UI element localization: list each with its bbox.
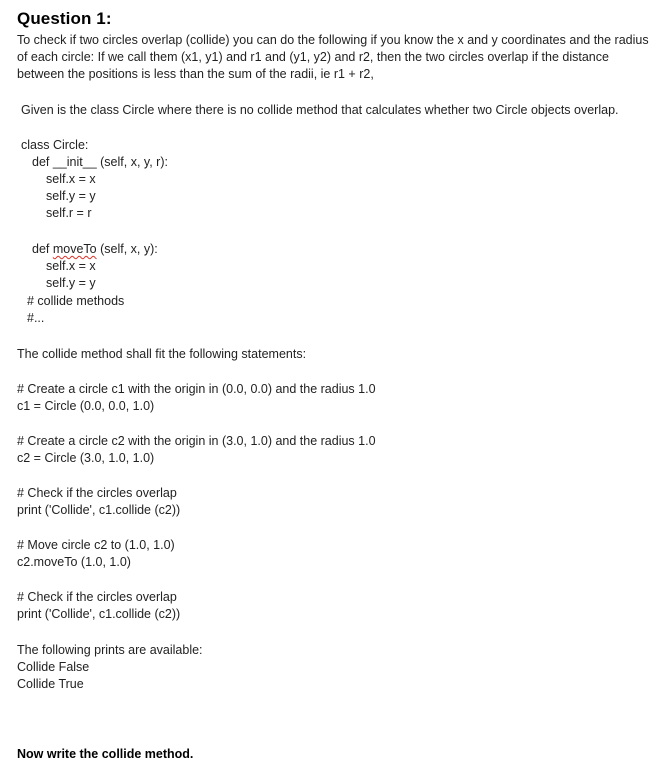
stmt-move-code: c2.moveTo (1.0, 1.0) [17, 555, 131, 569]
question-title: Question 1: [17, 9, 112, 28]
intro-text: To check if two circles overlap (collide) you can do the following if you know the x and y coordinates and the radius of each circle: If we call them (x1, y1) and r1 and (y1, y2) and r2, then the two circles overlap if the distance between the positions is less than the sum of the radii, ie r1 + r2, [17, 33, 649, 81]
closing-instruction: Now write the collide method. [17, 747, 194, 761]
code-init-y: self.y = y [46, 189, 96, 203]
code-init-def-suffix: (self, x, y, r): [96, 155, 168, 169]
code-class-line: class Circle: [21, 138, 89, 152]
code-moveto-name: moveTo [52, 242, 97, 256]
given-statement: Given is the class Circle where there is no collide method that calculates whether two Circle objects overlap. [21, 103, 619, 117]
code-moveto-def [32, 241, 158, 258]
stmt-c1-code: c1 = Circle (0.0, 0.0, 1.0) [17, 399, 155, 413]
print-option-false: Collide False [17, 660, 90, 674]
stmt-check2-code: print ('Collide', c1.collide (c2)) [17, 607, 181, 621]
code-init-r: self.r = r [46, 206, 92, 220]
intro-paragraph [17, 32, 657, 83]
stmt-move-comment: # Move circle c2 to (1.0, 1.0) [17, 538, 175, 552]
code-moveto-def-prefix: def [32, 242, 53, 256]
stmt-c1-comment: # Create a circle c1 with the origin in (0.0, 0.0) and the radius 1.0 [17, 382, 376, 396]
code-init-x: self.x = x [46, 172, 96, 186]
stmt-c2-comment: # Create a circle c2 with the origin in (3.0, 1.0) and the radius 1.0 [17, 434, 376, 448]
stmt-check1-code: print ('Collide', c1.collide (c2)) [17, 503, 181, 517]
code-moveto-x: self.x = x [46, 259, 96, 273]
stmt-check2-comment: # Check if the circles overlap [17, 590, 177, 604]
code-comment-collide: # collide methods [27, 294, 125, 308]
statements-intro: The collide method shall fit the following statements: [17, 347, 307, 361]
code-init-name: __init__ [52, 155, 97, 169]
stmt-c2-code: c2 = Circle (3.0, 1.0, 1.0) [17, 451, 155, 465]
code-init-def [32, 154, 168, 171]
code-init-def-prefix: def [32, 155, 53, 169]
stmt-check1-comment: # Check if the circles overlap [17, 486, 177, 500]
print-option-true: Collide True [17, 677, 84, 691]
code-moveto-y: self.y = y [46, 276, 96, 290]
prints-intro: The following prints are available: [17, 643, 203, 657]
code-comment-dots: #... [27, 311, 45, 325]
code-moveto-def-suffix: (self, x, y): [96, 242, 158, 256]
